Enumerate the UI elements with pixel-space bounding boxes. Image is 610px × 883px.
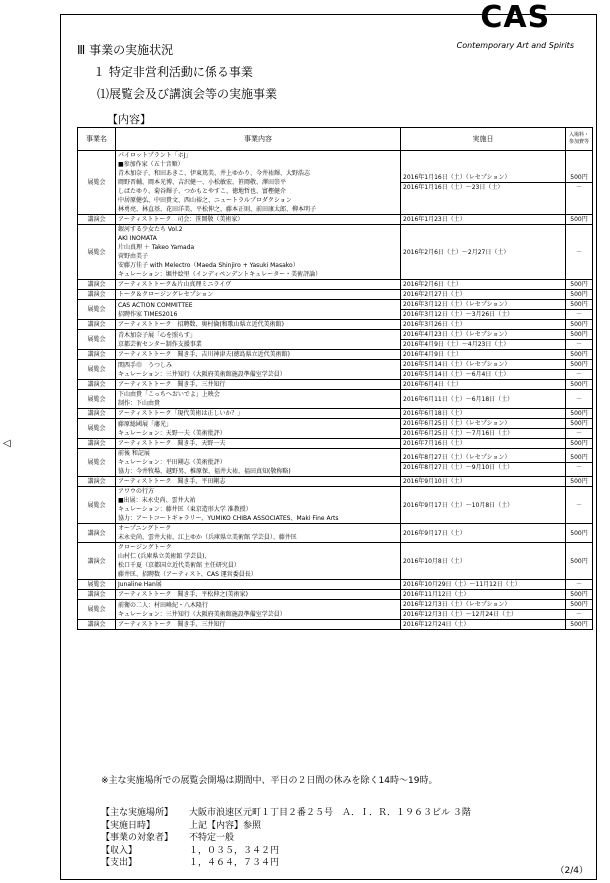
event-dates	[401, 409, 566, 419]
date-line: 2016年4月23日（土）（レセプション）	[403, 331, 511, 338]
event-content	[116, 409, 401, 419]
fee-line: 500円	[570, 454, 588, 461]
event-fee	[566, 290, 593, 300]
event-type: 講演会	[78, 620, 116, 630]
content-line: ■参加作家（五十音順）	[118, 161, 184, 168]
event-content	[116, 215, 401, 225]
event-content	[116, 487, 401, 524]
fee-line: 500円	[570, 361, 588, 368]
event-dates	[401, 620, 566, 630]
content-line: アーティストトーク 招聘数、奥村倫(和歌山県立近代美術館)	[118, 321, 285, 328]
event-type: 講演会	[78, 320, 116, 330]
event-dates	[401, 280, 566, 290]
event-fee	[566, 439, 593, 449]
content-line: 山村仁 (兵庫県立美術館 学芸員)、	[118, 553, 211, 560]
content-line: 前衛の二人：村田峰紀・八木隆行	[118, 601, 209, 609]
event-dates	[401, 360, 566, 380]
logo-main: CAS	[480, 0, 551, 35]
event-fee	[566, 590, 593, 600]
info-label: 【収入】	[101, 845, 138, 856]
event-fee	[566, 390, 593, 409]
content-line: AKI INOMATA	[118, 235, 157, 242]
info-block	[101, 807, 471, 870]
table-row	[78, 380, 593, 390]
content-line: トーク＆クロージングレセプション	[118, 291, 214, 298]
content-line: 下山由貴「こっちへおいでよ」上映会	[118, 391, 220, 398]
date-line: 2016年12月3日（土）（レセプション）	[403, 601, 511, 608]
content-line: CAS ACTION COMMITTEE	[118, 301, 193, 309]
content-line: アーティストトーク 聞き手、吉川神津夫(徳島県立近代美術館)	[118, 351, 291, 358]
event-fee	[566, 380, 593, 390]
date-line: 2016年3月12日（土）（レセプション）	[403, 301, 511, 308]
content-line: キュレーション：天野一夫（美術批評）	[118, 429, 226, 437]
fee-line: 500円	[570, 591, 588, 598]
table-row	[78, 151, 593, 215]
event-fee	[566, 600, 593, 620]
event-fee	[566, 151, 593, 215]
event-fee	[566, 215, 593, 225]
fee-line: 500円	[570, 351, 588, 358]
content-line: ■出展：末永史尚、雲井大祐	[118, 497, 196, 504]
content-line: パイロットプラント「ホJ」	[118, 152, 192, 159]
date-line: 2016年8月27日（土）～9月10日（土）	[401, 462, 565, 472]
content-line: 青木加奈子展「心を照らす」	[118, 331, 197, 339]
date-line: 2016年6月18日（土）	[403, 410, 466, 417]
fee-line: －	[566, 309, 592, 319]
date-line: 2016年6月11日（土）～6月18日（土）	[403, 395, 514, 403]
event-content	[116, 390, 401, 409]
fee-line: 500円	[570, 174, 588, 181]
event-content	[116, 543, 401, 580]
heading-content: 【内容】	[107, 113, 151, 126]
date-line: 2016年4月9日（土）	[403, 351, 462, 358]
event-type: 展覧会	[78, 225, 116, 280]
content-line: キュレーション：藤井匡（東京造形大学 准教授）	[118, 506, 252, 513]
date-line: 2016年9月17日（土）～10月8日（土）	[403, 501, 514, 509]
event-fee	[566, 330, 593, 350]
content-line: アーティストトーク 聞き手、三井知行	[118, 381, 226, 388]
event-fee	[566, 225, 593, 280]
event-type: 講演会	[78, 350, 116, 360]
fee-line: －	[566, 609, 592, 619]
content-line: 林勇亮、林直基、花田洋美、平松伸之、藤本正則、前田康太郎、柳本明子	[118, 206, 317, 213]
cas-logo	[455, 0, 576, 52]
event-content	[116, 477, 401, 487]
content-line: キュレーション：平田剛志（美術批評）	[118, 459, 226, 466]
date-line: 2016年3月26日（土）	[403, 321, 466, 328]
date-line: 2016年5月14日（土）～6月4日（土）	[401, 369, 565, 379]
table-row	[78, 419, 593, 439]
info-value: １，４６４，７３４円	[189, 858, 280, 868]
table-row	[78, 280, 593, 290]
event-content	[116, 590, 401, 600]
event-type: 講演会	[78, 409, 116, 419]
fee-line: －	[566, 182, 592, 192]
info-row	[101, 857, 471, 870]
event-dates	[401, 600, 566, 620]
event-fee	[566, 419, 593, 439]
table-row	[78, 330, 593, 350]
event-fee	[566, 320, 593, 330]
event-dates	[401, 477, 566, 487]
event-dates	[401, 225, 566, 280]
fee-line: －	[566, 369, 592, 379]
content-line: 協力：今井牧場、越野男、椎原保、福井大祐、福田真知(敬称略)	[118, 468, 291, 475]
fee-line: －	[566, 462, 592, 472]
event-dates	[401, 380, 566, 390]
event-dates	[401, 439, 566, 449]
event-dates	[401, 390, 566, 409]
event-dates	[401, 320, 566, 330]
fee-line: 500円	[570, 291, 588, 298]
event-fee	[566, 524, 593, 543]
event-fee	[566, 350, 593, 360]
table-row	[78, 409, 593, 419]
event-dates	[401, 543, 566, 580]
table-row	[78, 290, 593, 300]
event-type: 講演会	[78, 290, 116, 300]
info-value: １，０３５，３４２円	[189, 845, 280, 856]
date-line: 2016年5月14日（土）（レセプション）	[403, 361, 511, 368]
heading-item: ⑴展覧会及び講演会等の実施事業	[97, 87, 278, 101]
date-line: 2016年2月6日（土）～2月27日（土）	[403, 248, 510, 256]
event-type: 講演会	[78, 543, 116, 580]
page-number: （2/4）	[555, 866, 588, 876]
info-label: 【主な実施場所】	[101, 808, 174, 818]
event-dates	[401, 350, 566, 360]
content-line: キュレーション：堀井絵里（インディペンデントキュレーター・美術評論）	[118, 271, 322, 278]
event-type: 講演会	[78, 215, 116, 225]
event-content	[116, 350, 401, 360]
table-row	[78, 580, 593, 590]
date-line: 2016年4月9日（土）～4月23日（土）	[401, 339, 565, 349]
content-line: 制作：下山由貴	[118, 400, 161, 407]
header-event-content: 事業内容	[116, 128, 401, 151]
content-line: 前後 和記展	[118, 450, 150, 457]
date-line: 2016年9月17日（土）	[403, 529, 466, 537]
date-line: 2016年12月24日（土）	[403, 621, 470, 628]
fee-line: 500円	[570, 216, 588, 223]
content-line: 菅野由美子	[118, 253, 149, 260]
date-line: 2016年12月3日（土）～12月24日（土）	[401, 609, 565, 619]
table-row	[78, 300, 593, 320]
event-dates	[401, 449, 566, 477]
table-row	[78, 477, 593, 487]
event-type: 展覧会	[78, 419, 116, 439]
info-label: 【事業の対象者】	[101, 833, 174, 843]
info-label: 【実施日時】	[101, 820, 156, 831]
event-fee	[566, 620, 593, 630]
fee-line: －	[575, 395, 582, 403]
table-row	[78, 360, 593, 380]
event-dates	[401, 330, 566, 350]
table-row	[78, 320, 593, 330]
table-row	[78, 350, 593, 360]
date-line: 2016年7月16日（土）	[403, 440, 466, 447]
content-line: アーティストトーク 聞き手、三井知行	[118, 621, 226, 628]
event-content	[116, 380, 401, 390]
fee-line: 500円	[570, 601, 588, 608]
event-type: 展覧会	[78, 487, 116, 524]
fee-line: 500円	[570, 478, 588, 485]
event-type: 展覧会	[78, 580, 116, 590]
event-content	[116, 580, 401, 590]
event-fee	[566, 360, 593, 380]
content-line: 銀河する少女たち Vol.2	[118, 226, 183, 233]
date-line: 2016年6月25日（土）～7月16日（土）	[401, 428, 565, 438]
event-type: 展覧会	[78, 390, 116, 409]
content-line: アーティストトーク 聞き手、平松伸之(美術家)	[118, 591, 249, 598]
date-line: 2016年1月16日（土）（レセプション）	[403, 174, 511, 181]
event-dates	[401, 151, 566, 215]
event-dates	[401, 419, 566, 439]
event-type: 展覧会	[78, 449, 116, 477]
event-fee	[566, 477, 593, 487]
event-dates	[401, 487, 566, 524]
fee-line: 500円	[570, 410, 588, 417]
event-fee	[566, 487, 593, 524]
table-row	[78, 524, 593, 543]
date-line: 2016年6月25日（土）（レセプション）	[403, 420, 511, 427]
content-line: しばたゆり、菊谷輝子、つかもとやすこ、徳地哲也、富樫健介	[118, 188, 287, 195]
fee-line: 500円	[570, 301, 588, 308]
event-type: 講演会	[78, 477, 116, 487]
table-row	[78, 590, 593, 600]
content-line: 協力：アートコートギャラリー、YUMIKO CHIBA ASSOCIATES、Maki Fine Arts	[118, 515, 339, 522]
event-content	[116, 330, 401, 350]
event-content	[116, 620, 401, 630]
info-value: 不特定一般	[189, 833, 235, 843]
events-table	[77, 127, 593, 630]
content-line: アワウの行方	[118, 488, 155, 495]
date-line: 2016年11月12日（土）	[403, 591, 470, 598]
content-line: アーティストトーク 司会：笹岡敬（美術家）	[118, 216, 244, 223]
table-header-row	[78, 128, 593, 151]
content-line: 片山真理 ＋ Takeo Yamada	[118, 244, 195, 251]
date-line: 2016年2月27日（土）	[403, 291, 466, 298]
info-value: 大阪市浪速区元町１丁目２番２５号 Ａ．Ｉ．Ｒ．１９６３ビル ３階	[189, 808, 471, 818]
event-content	[116, 300, 401, 320]
event-content	[116, 360, 401, 380]
content-line: キュレーション：三井知行（大阪府美術館施設準備室学芸員）	[118, 370, 286, 378]
header-date: 実施日	[401, 128, 566, 151]
content-line: アーティストトーク＆片山真理ミニライヴ	[118, 281, 232, 288]
event-content	[116, 280, 401, 290]
content-line: 関西手巾 うつしみ	[118, 361, 173, 369]
table-row	[78, 215, 593, 225]
fee-line: 500円	[570, 331, 588, 338]
event-dates	[401, 580, 566, 590]
fee-line: 500円	[570, 557, 588, 565]
event-dates	[401, 590, 566, 600]
table-row	[78, 449, 593, 477]
date-line: 2016年6月4日（土）	[403, 381, 462, 388]
info-row	[101, 845, 471, 858]
document-page	[60, 0, 597, 880]
content-line: アーティストトーク「現代美術は正しいか？」	[118, 410, 244, 417]
table-row	[78, 543, 593, 580]
event-type: 展覧会	[78, 151, 116, 215]
event-dates	[401, 524, 566, 543]
fee-line: －	[566, 428, 592, 438]
event-fee	[566, 449, 593, 477]
content-line: 中居原健弘、中田貴文、西山裕之、ニュートラルプロダクション	[118, 197, 292, 204]
fee-line: －	[575, 501, 582, 509]
fee-line: 500円	[570, 420, 588, 427]
event-content	[116, 151, 401, 215]
event-content	[116, 419, 401, 439]
content-line: 藤井匡、招聘数（アーティスト、CAS 運営委員長）	[118, 571, 257, 578]
hours-note: ※主な実施場所での展覧会開場は期間中、平日の２日間の休みを除く14時～19時。	[101, 776, 438, 786]
content-line: 青木加奈子、和田あきこ、伊東篤美、井上ゆかり、今井祐輝、大野浩志	[118, 170, 311, 177]
event-type: 展覧会	[78, 300, 116, 320]
table-row	[78, 439, 593, 449]
info-label: 【支出】	[101, 858, 138, 868]
info-value: 上記【内容】参照	[189, 820, 262, 831]
date-line: 2016年2月6日（土）	[403, 281, 462, 288]
fee-line: －	[575, 581, 582, 588]
fee-line: 500円	[570, 621, 588, 628]
event-dates	[401, 215, 566, 225]
event-fee	[566, 409, 593, 419]
content-line: キュレーション：三井知行（大阪府美術館施設準備室学芸員）	[118, 610, 286, 618]
event-content	[116, 449, 401, 477]
fee-line: 500円	[570, 321, 588, 328]
fee-line: 500円	[570, 381, 588, 388]
date-line: 2016年3月12日（土）～3月26日（土）	[401, 309, 565, 319]
event-fee	[566, 300, 593, 320]
header-fee: 入場料・参加費等	[566, 128, 593, 151]
event-type: 講演会	[78, 380, 116, 390]
event-content	[116, 524, 401, 543]
info-row	[101, 820, 471, 833]
event-content	[116, 320, 401, 330]
event-content	[116, 290, 401, 300]
event-content	[116, 600, 401, 620]
heading-section: Ⅲ 事業の実施状況	[77, 43, 174, 57]
date-line: 2016年8月27日（土）（レセプション）	[403, 454, 511, 461]
event-type: 展覧会	[78, 600, 116, 620]
content-line: Junaline Han展	[118, 581, 162, 588]
event-dates	[401, 300, 566, 320]
table-row	[78, 390, 593, 409]
event-type: 講演会	[78, 524, 116, 543]
fee-line: 500円	[570, 440, 588, 447]
event-dates	[401, 290, 566, 300]
event-type: 講演会	[78, 439, 116, 449]
logo-subtitle: Contemporary Art and Spirits	[456, 41, 574, 50]
event-fee	[566, 543, 593, 580]
event-type: 展覧会	[78, 360, 116, 380]
event-content	[116, 225, 401, 280]
content-line: アーティストトーク 聞き手、平田剛志	[118, 478, 226, 485]
event-content	[116, 439, 401, 449]
header-event-name: 事業名	[78, 128, 116, 151]
content-line: 京都芸術センター制作支援事業	[118, 340, 202, 348]
info-row	[101, 832, 471, 845]
info-row	[101, 807, 471, 820]
event-fee	[566, 580, 593, 590]
content-line: 松口千夏（京都国立近代美術館 主任研究員）	[118, 562, 240, 569]
triangle-left-icon: ◁	[3, 438, 11, 449]
heading-subsection: １ 特定非営利活動に係る事業	[93, 65, 253, 79]
content-line: オープニングトーク	[118, 525, 172, 532]
content-line: 岡野晋輔、岡本光博、吉沢健一、小松敏宏、笹岡敬、澤田崇平	[118, 179, 287, 186]
content-line: アーティストトーク 聞き手、天野一夫	[118, 440, 226, 447]
table-row	[78, 600, 593, 620]
event-type: 講演会	[78, 280, 116, 290]
event-fee	[566, 280, 593, 290]
date-line: 2016年1月23日（土）	[403, 216, 466, 223]
date-line: 2016年9月10日（土）	[403, 478, 466, 485]
event-type: 展覧会	[78, 330, 116, 350]
table-row	[78, 487, 593, 524]
fee-line: 500円	[570, 529, 588, 537]
fee-line: 500円	[570, 281, 588, 288]
content-line: クロージングトーク	[118, 544, 172, 551]
fee-line: －	[575, 248, 582, 256]
fee-line: －	[566, 339, 592, 349]
table-row	[78, 620, 593, 630]
table-row	[78, 225, 593, 280]
content-line: 招聘作家 TIMES2016	[118, 310, 178, 318]
date-line: 2016年1月16日（土）～23日（土）	[401, 182, 565, 192]
event-type: 講演会	[78, 590, 116, 600]
date-line: 2016年10月29日（土）～11月12日（土）	[403, 581, 521, 588]
content-line: 末永史尚、雲井大祐、江上ゆか（兵庫県立美術館 学芸員）、藤井匡	[118, 534, 297, 541]
content-line: 安藤万佳子 with Melectro（Maeda Shinjiro + Yasuki Masako）	[118, 262, 299, 269]
date-line: 2016年10月8日（土）	[403, 557, 466, 565]
content-line: 藤原総國展「藩光」	[118, 420, 173, 428]
